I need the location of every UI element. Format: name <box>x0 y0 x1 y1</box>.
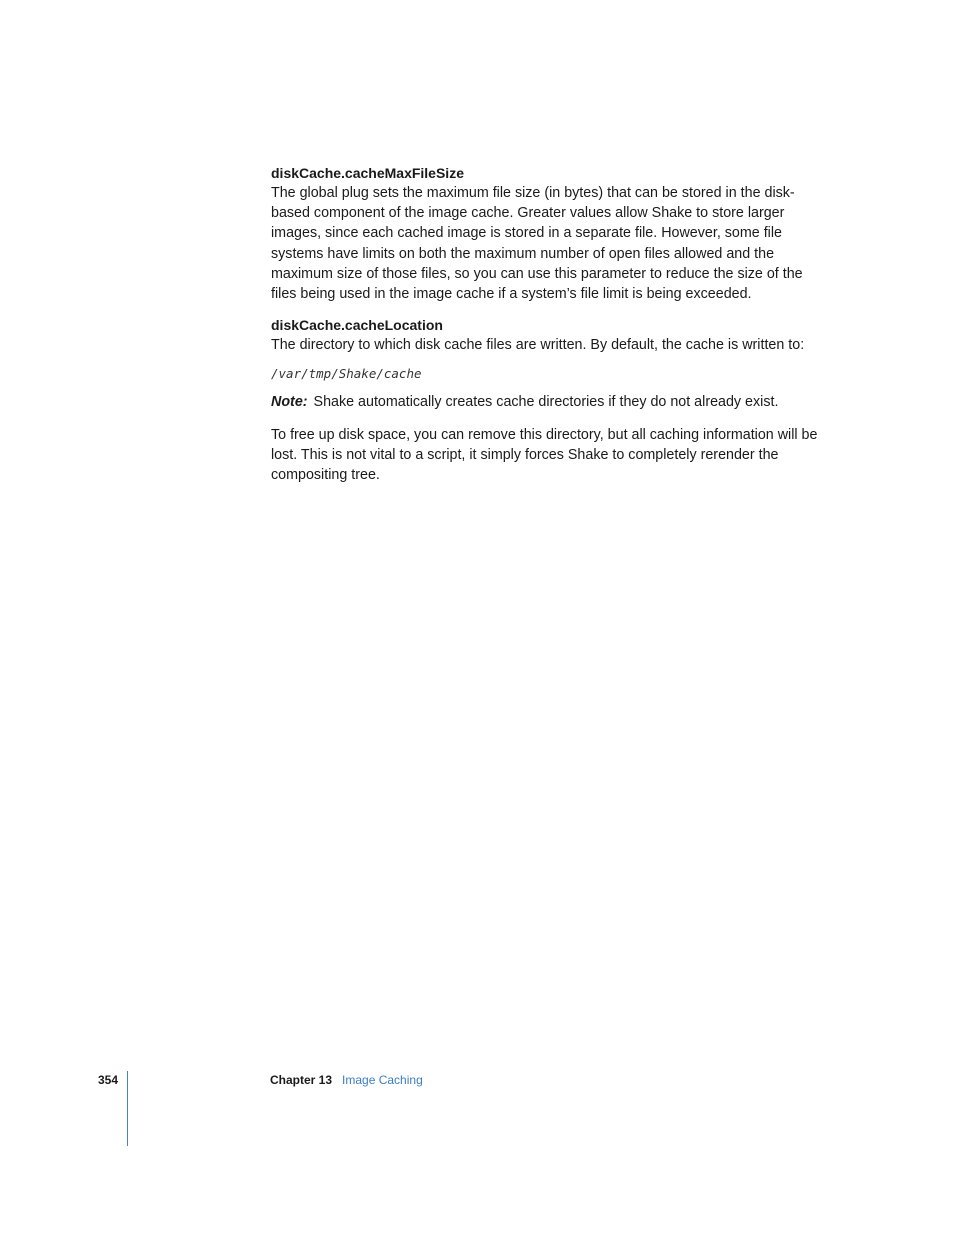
page-number: 354 <box>98 1073 119 1087</box>
chapter-title-link[interactable]: Image Caching <box>342 1073 423 1087</box>
section-heading: diskCache.cacheMaxFileSize <box>271 165 464 181</box>
section-extra-paragraph: To free up disk space, you can remove this directory, but all caching information will be lost. This is not vital to a script, it simply forces Shake to completely rerender the compositing tree. <box>271 426 818 484</box>
section-body: The directory to which disk cache files are written. By default, the cache is written to: <box>271 337 805 354</box>
section-cache-location <box>271 315 827 485</box>
section-body: The global plug sets the maximum file size (in bytes) that can be stored in the disk-based component of the image cache. Greater values allow Shake to store larger images, since each cached image is stored in a separate file. However, some file systems have limits on both the maximum number of open files allowed and the maximum size of those files, so you can use this parameter to reduce the size of the files being used in the image cache if a system’s file limit is being exceeded. <box>271 185 803 303</box>
main-content <box>271 163 827 485</box>
footer-chapter <box>270 1072 423 1088</box>
note-label: Note: <box>271 394 308 411</box>
footer-divider <box>127 1071 128 1146</box>
note-text: Shake automatically creates cache directories if they do not already exist. <box>313 394 779 411</box>
code-path: /var/tmp/Shake/cache <box>271 366 422 382</box>
chapter-label: Chapter 13 <box>270 1073 333 1087</box>
section-cache-max-file-size <box>271 163 827 304</box>
section-heading: diskCache.cacheLocation <box>271 317 443 334</box>
note <box>271 392 827 412</box>
